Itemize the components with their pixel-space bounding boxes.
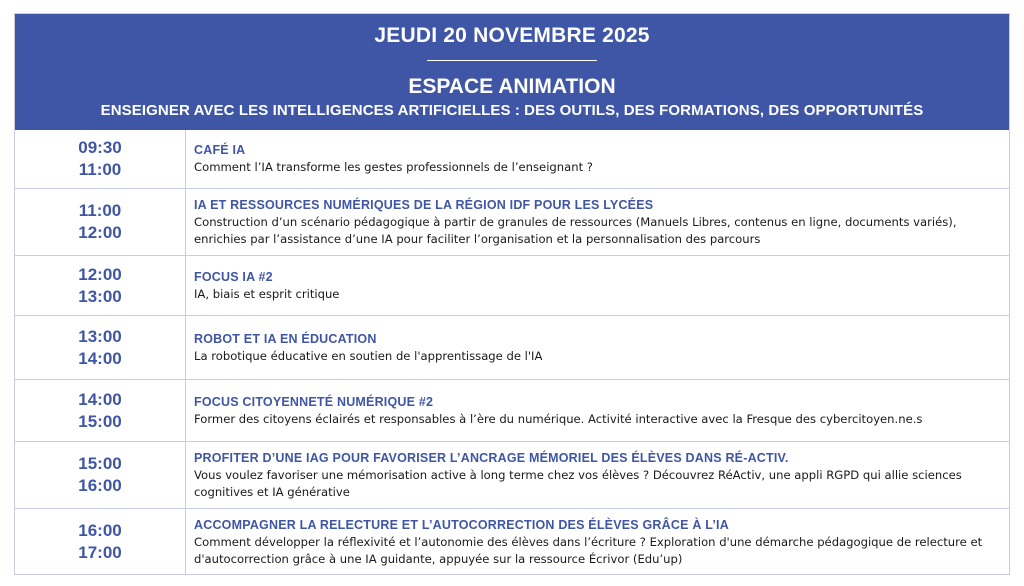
column-divider [185, 442, 186, 508]
column-divider [185, 380, 186, 441]
start-time: 15:00 [78, 454, 122, 473]
session-title: PROFITER D’UNE IAG POUR FAVORISER L’ANCRAGE MÉMORIEL DES ÉLÈVES DANS RÉ-ACTIV. [194, 450, 789, 465]
session-description: Vous voulez favoriser une mémorisation active à long terme chez vos élèves ? Découvrez RéActiv, une appli RGPD qui allie sciences cognitives et IA générative [194, 467, 962, 499]
column-divider [185, 509, 186, 575]
start-time: 09:30 [78, 138, 122, 157]
end-time: 11:00 [78, 160, 122, 179]
event-date: JEUDI 20 NOVEMBRE 2025 [374, 24, 650, 47]
session-content [194, 509, 997, 575]
session-content [194, 189, 997, 255]
header-divider [427, 60, 597, 61]
start-time: 13:00 [78, 326, 122, 346]
session-content [194, 256, 997, 315]
time-range [15, 509, 185, 575]
session-description: Construction d’un scénario pédagogique à partir de granules de ressources (Manuels Libres, contenus en ligne, documents variés), enrichies par l’assistance d’une IA pour faciliter l’organisation et la personnalisation des parcours [194, 214, 957, 246]
time-range [15, 189, 185, 255]
session-title: ROBOT ET IA EN ÉDUCATION [194, 331, 377, 346]
time-range [15, 130, 185, 188]
session-content [194, 380, 997, 441]
start-time: 11:00 [78, 201, 122, 220]
start-time: 16:00 [78, 521, 122, 540]
column-divider [185, 256, 186, 315]
session-row [15, 255, 1009, 315]
column-divider [185, 316, 186, 379]
session-title: CAFÉ IA [194, 143, 246, 157]
end-time: 16:00 [78, 476, 122, 495]
session-row [15, 379, 1009, 441]
column-divider [185, 130, 186, 188]
start-time: 12:00 [78, 264, 122, 284]
time-range [15, 442, 185, 508]
session-row [15, 130, 1009, 188]
theme-subtitle: ENSEIGNER AVEC LES INTELLIGENCES ARTIFICIELLES : DES OUTILS, DES FORMATIONS, DES OPPORTUNITÉS [100, 102, 924, 119]
session-title: IA ET RESSOURCES NUMÉRIQUES DE LA RÉGION IDF POUR LES LYCÉES [194, 197, 654, 212]
session-description: La robotique éducative en soutien de l'apprentissage de l'IA [194, 348, 543, 363]
end-time: 13:00 [78, 286, 122, 306]
end-time: 15:00 [78, 411, 122, 431]
time-range [15, 316, 185, 379]
session-list [15, 130, 1009, 575]
session-title: ACCOMPAGNER LA RELECTURE ET L’AUTOCORRECTION DES ÉLÈVES GRÂCE À L’IA [194, 517, 729, 532]
session-description: Former des citoyens éclairés et responsables à l’ère du numérique. Activité interactive avec la Fresque des cybercitoyen.ne.s [194, 411, 923, 426]
session-content [194, 442, 997, 508]
session-title: FOCUS IA #2 [194, 269, 273, 284]
session-content [194, 316, 997, 379]
schedule-header [15, 14, 1009, 130]
session-description: Comment développer la réflexivité et l’autonomie des élèves dans l’écriture ? Exploration d'une démarche pédagogique de relecture et d'autocorrection grâce à une IA guidante, appuyée sur la ressource Écrivor (Edu’up) [194, 534, 983, 566]
end-time: 12:00 [78, 223, 122, 242]
time-range [15, 380, 185, 441]
end-time: 17:00 [78, 543, 122, 562]
session-content [194, 130, 997, 188]
session-row [15, 508, 1009, 575]
column-divider [185, 189, 186, 255]
session-title: FOCUS CITOYENNETÉ NUMÉRIQUE #2 [194, 394, 434, 409]
space-title: ESPACE ANIMATION [408, 75, 616, 98]
time-range [15, 256, 185, 315]
end-time: 14:00 [78, 348, 122, 368]
session-row [15, 188, 1009, 255]
session-description: Comment l’IA transforme les gestes professionnels de l’enseignant ? [194, 160, 593, 174]
session-row [15, 441, 1009, 508]
session-row [15, 315, 1009, 379]
start-time: 14:00 [78, 389, 122, 409]
schedule-table [14, 13, 1010, 575]
session-description: IA, biais et esprit critique [194, 286, 340, 301]
